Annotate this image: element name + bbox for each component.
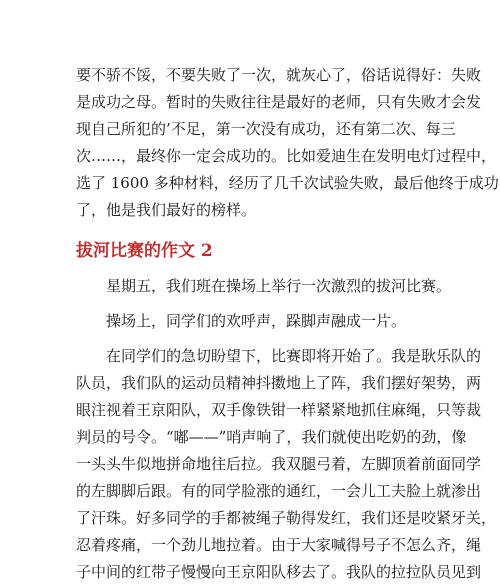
text-line: 要不骄不馁，不要失败了一次，就灰心了，俗话说得好：失败 <box>76 66 482 84</box>
section-heading: 拔河比赛的作文 2 <box>76 241 213 261</box>
text-line: 子中间的红带子慢慢向王京阳队移去了。我队的拉拉队员见到 <box>76 563 482 581</box>
text-line: 队员，我们队的运动员精神抖擞地上了阵，我们摆好架势，两 <box>76 374 482 392</box>
intro-paragraph <box>76 62 499 224</box>
paragraph-3 <box>76 343 497 586</box>
paragraph-1 <box>76 273 452 300</box>
text-line: 现自己所犯的’不足，第一次没有成功，还有第二次、每三 <box>76 120 456 138</box>
text-line: 眼注视着王京阳队，双手像铁钳一样紧紧地抓住麻绳，只等裁 <box>76 401 482 419</box>
document-page <box>76 62 499 586</box>
text-line: 忍着疼痛，一个劲儿地拉着。由于大家喊得号子不怎么齐，绳 <box>76 536 482 554</box>
paragraph-gap <box>76 335 428 343</box>
text-line: 一头头牛似地拼命地往后拉。我双腿弓着，左脚顶着前面同学 <box>76 455 482 473</box>
text-line: 判员的号令。“嘟——”哨声响了，我们就使出吃奶的劲，像 <box>76 428 467 446</box>
text-line: 次……，最终你一定会成功的。比如爱迪生在发明电灯过程中， <box>76 147 497 165</box>
text-line: 星期五，我们班在操场上举行一次激烈的拔河比赛。 <box>106 277 452 295</box>
text-line: 了汗珠。好多同学的手都被绳子勒得发红，我们还是咬紧牙关， <box>76 509 497 527</box>
text-line: 操场上，同学们的欢呼声，跺脚声融成一片。 <box>106 312 407 330</box>
text-line: 在同学们的急切盼望下，比赛即将开始了。我是耿乐队的 <box>106 347 482 365</box>
text-line: 了，他是我们最好的榜样。 <box>76 201 257 219</box>
text-line: 是成功之母。暂时的失败往往是最好的老师，只有失败才会发 <box>76 93 482 111</box>
paragraph-gap <box>76 300 428 308</box>
text-line: 的左脚脚后跟。有的同学脸涨的通红，一会儿工夫脸上就渗出 <box>76 482 482 500</box>
text-line: 选了 1600 多种材料，经历了几千次试验失败，最后他终于成功 <box>76 174 499 192</box>
paragraph-2 <box>76 308 428 335</box>
